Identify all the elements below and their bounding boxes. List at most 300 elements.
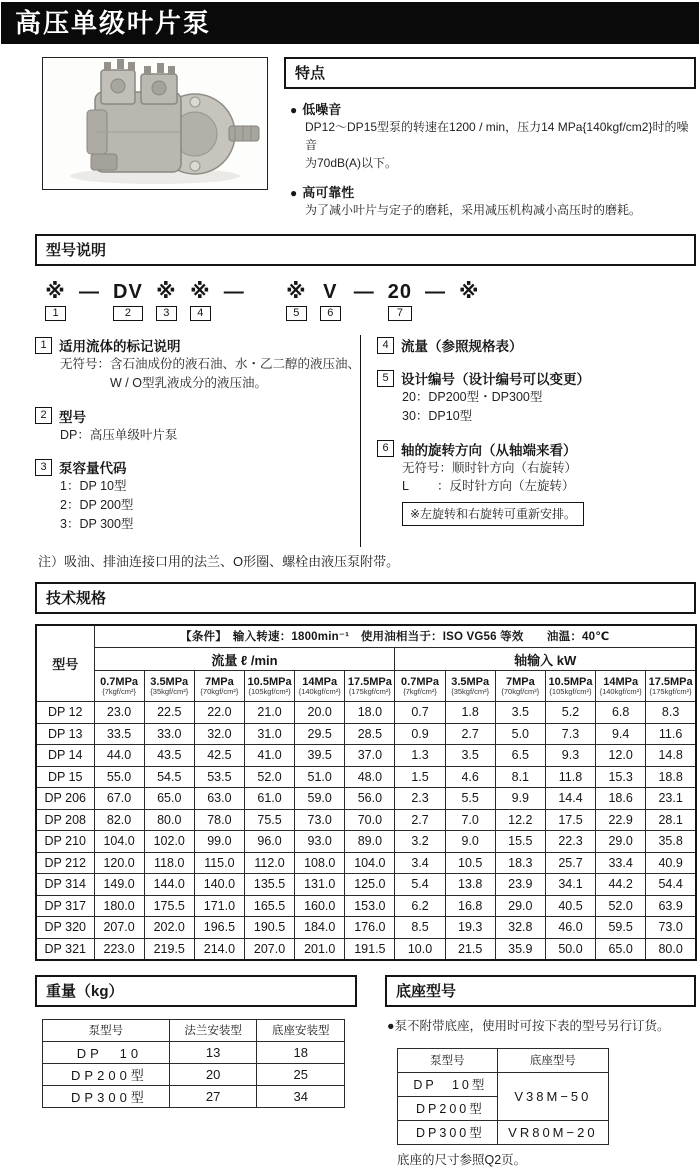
item-line: 3：DP 300型 bbox=[60, 516, 134, 531]
model-cell: DP 12 bbox=[36, 702, 94, 724]
power-value-cell: 17.5 bbox=[545, 809, 595, 831]
flow-value-cell: 70.0 bbox=[345, 809, 395, 831]
power-value-cell: 22.3 bbox=[545, 831, 595, 853]
pressure-header-cell bbox=[194, 671, 244, 702]
desc-item-head bbox=[377, 368, 696, 388]
spec-row bbox=[36, 917, 696, 939]
desc-item bbox=[377, 335, 696, 355]
power-value-cell: 3.5 bbox=[445, 745, 495, 767]
power-value-cell: 13.8 bbox=[445, 874, 495, 896]
power-value-cell: 32.8 bbox=[495, 917, 545, 939]
flow-value-cell: 202.0 bbox=[144, 917, 194, 939]
features-section bbox=[284, 57, 696, 219]
item-line: 无符号：含石油成份的液石油、水・乙二醇的液压油、 bbox=[60, 357, 361, 371]
weight-flange-cell: 27 bbox=[169, 1085, 257, 1107]
model-cell: DP 321 bbox=[36, 938, 94, 960]
power-value-cell: 18.8 bbox=[646, 766, 696, 788]
desc-item-head bbox=[35, 335, 360, 355]
desc-item-head bbox=[377, 335, 696, 355]
flow-value-cell: 39.5 bbox=[295, 745, 345, 767]
power-value-cell: 21.5 bbox=[445, 938, 495, 960]
power-value-cell: 8.5 bbox=[395, 917, 445, 939]
code-token bbox=[156, 281, 177, 321]
flow-value-cell: 176.0 bbox=[345, 917, 395, 939]
weight-base-cell: 25 bbox=[257, 1063, 345, 1085]
power-value-cell: 7.3 bbox=[545, 723, 595, 745]
flow-value-cell: 165.5 bbox=[244, 895, 294, 917]
code-position-box: 1 bbox=[45, 306, 66, 321]
model-cell: DP 14 bbox=[36, 745, 94, 767]
page-title: 高压单级叶片泵 bbox=[15, 8, 212, 38]
pressure-kgf-label: {70kgf/cm²} bbox=[200, 687, 239, 697]
code-token bbox=[190, 281, 211, 321]
power-value-cell: 54.4 bbox=[646, 874, 696, 896]
power-value-cell: 9.9 bbox=[495, 788, 545, 810]
pressure-mpa-label: 3.5MPa bbox=[150, 675, 189, 688]
power-value-cell: 6.5 bbox=[495, 745, 545, 767]
power-value-cell: 40.5 bbox=[545, 895, 595, 917]
desc-item-head bbox=[35, 457, 360, 477]
flow-value-cell: 33.0 bbox=[144, 723, 194, 745]
power-value-cell: 0.7 bbox=[395, 702, 445, 724]
item-title: 型号 bbox=[59, 409, 86, 425]
code-token bbox=[354, 281, 375, 303]
spec-row bbox=[36, 852, 696, 874]
item-title: 设计编号（设计编号可以变更） bbox=[401, 372, 590, 387]
item-line: L ：反时针方向（左旋转） bbox=[402, 479, 575, 494]
feature-title bbox=[290, 99, 696, 118]
code-token bbox=[286, 281, 307, 321]
desc-item bbox=[35, 335, 360, 393]
power-value-cell: 4.6 bbox=[445, 766, 495, 788]
flow-value-cell: 44.0 bbox=[94, 745, 144, 767]
rotation-note-box: ※左旋转和右旋转可重新安排。 bbox=[402, 502, 584, 526]
power-value-cell: 2.7 bbox=[395, 809, 445, 831]
code-symbol: 20 bbox=[387, 281, 413, 303]
power-value-cell: 11.6 bbox=[646, 723, 696, 745]
flow-value-cell: 99.0 bbox=[194, 831, 244, 853]
pressure-header-cell bbox=[345, 671, 395, 702]
flow-value-cell: 51.0 bbox=[295, 766, 345, 788]
base-model-cell: VR80M−20 bbox=[497, 1120, 608, 1144]
power-value-cell: 34.1 bbox=[545, 874, 595, 896]
power-value-cell: 46.0 bbox=[545, 917, 595, 939]
pressure-mpa-label: 0.7MPa bbox=[100, 675, 139, 688]
power-value-cell: 5.0 bbox=[495, 723, 545, 745]
base-heading: 底座型号 bbox=[385, 975, 696, 1007]
weight-column-header: 泵型号 bbox=[43, 1019, 170, 1041]
feature-text: DP12～DP15型泵的转速在1200 / min，压力14 MPa{140kgf/cm2}时的噪音 bbox=[305, 120, 689, 152]
power-value-cell: 44.2 bbox=[596, 874, 646, 896]
power-value-cell: 33.4 bbox=[596, 852, 646, 874]
weight-row bbox=[43, 1041, 345, 1063]
model-section bbox=[35, 234, 696, 321]
power-value-cell: 3.2 bbox=[395, 831, 445, 853]
flow-value-cell: 118.0 bbox=[144, 852, 194, 874]
base-size-note: 底座的尺寸参照Q2页。 bbox=[397, 1152, 527, 1167]
flow-value-cell: 23.0 bbox=[94, 702, 144, 724]
pressure-header-cell bbox=[94, 671, 144, 702]
flow-value-cell: 135.5 bbox=[244, 874, 294, 896]
weight-model-cell: DP 10 bbox=[43, 1041, 170, 1063]
model-section-heading: 型号说明 bbox=[35, 234, 696, 266]
flow-value-cell: 131.0 bbox=[295, 874, 345, 896]
code-token bbox=[459, 281, 479, 303]
power-value-cell: 5.5 bbox=[445, 788, 495, 810]
flow-value-cell: 22.5 bbox=[144, 702, 194, 724]
code-symbol: — bbox=[79, 281, 100, 303]
spec-row bbox=[36, 723, 696, 745]
pressure-kgf-label: {175kgf/cm²} bbox=[649, 687, 692, 697]
power-value-cell: 9.0 bbox=[445, 831, 495, 853]
pressure-kgf-label: {35kgf/cm²} bbox=[451, 687, 490, 697]
power-value-cell: 16.8 bbox=[445, 895, 495, 917]
page-title-bar bbox=[1, 2, 699, 44]
power-value-cell: 3.4 bbox=[395, 852, 445, 874]
flow-value-cell: 53.5 bbox=[194, 766, 244, 788]
model-cell: DP 212 bbox=[36, 852, 94, 874]
feature-title bbox=[290, 182, 696, 201]
power-value-cell: 65.0 bbox=[596, 938, 646, 960]
flow-value-cell: 78.0 bbox=[194, 809, 244, 831]
item-line: 无符号：顺时针方向（右旋转） bbox=[402, 460, 578, 475]
item-number-box: 6 bbox=[377, 440, 394, 457]
spec-row bbox=[36, 938, 696, 960]
item-line: 1：DP 10型 bbox=[60, 479, 127, 494]
specs-section bbox=[35, 582, 696, 961]
item-line: 2：DP 200型 bbox=[60, 498, 134, 512]
desc-item bbox=[377, 368, 696, 426]
conditions-cell: 【条件】 输入转速：1800min⁻¹ 使用油相当于：ISO VG56 等效 油温：40℃ bbox=[94, 625, 696, 648]
flow-value-cell: 82.0 bbox=[94, 809, 144, 831]
flow-value-cell: 59.0 bbox=[295, 788, 345, 810]
flow-value-cell: 190.5 bbox=[244, 917, 294, 939]
flow-value-cell: 207.0 bbox=[244, 938, 294, 960]
specs-header-row-2 bbox=[36, 648, 696, 671]
power-value-cell: 14.4 bbox=[545, 788, 595, 810]
flow-value-cell: 196.5 bbox=[194, 917, 244, 939]
top-section bbox=[42, 57, 696, 219]
model-cell: DP 210 bbox=[36, 831, 94, 853]
power-value-cell: 28.1 bbox=[646, 809, 696, 831]
flow-value-cell: 22.0 bbox=[194, 702, 244, 724]
power-value-cell: 8.1 bbox=[495, 766, 545, 788]
pressure-kgf-label: {7kgf/cm²} bbox=[102, 687, 136, 697]
flow-value-cell: 219.5 bbox=[144, 938, 194, 960]
flow-value-cell: 102.0 bbox=[144, 831, 194, 853]
flow-value-cell: 93.0 bbox=[295, 831, 345, 853]
flow-value-cell: 140.0 bbox=[194, 874, 244, 896]
code-token bbox=[388, 281, 412, 321]
pressure-mpa-label: 17.5MPa bbox=[648, 675, 693, 688]
power-value-cell: 8.3 bbox=[646, 702, 696, 724]
power-value-cell: 23.1 bbox=[646, 788, 696, 810]
item-number-box: 5 bbox=[377, 370, 394, 387]
code-symbol: ※ bbox=[286, 281, 307, 303]
desc-item bbox=[35, 406, 360, 445]
code-position-box: 7 bbox=[388, 306, 412, 321]
feature-title-text: 低噪音 bbox=[302, 102, 342, 117]
flow-value-cell: 54.5 bbox=[144, 766, 194, 788]
bullet-icon: ● bbox=[290, 186, 298, 200]
weight-row bbox=[43, 1085, 345, 1107]
base-pump-model-cell: DP200型 bbox=[398, 1096, 498, 1120]
code-symbol: — bbox=[425, 281, 447, 303]
code-token bbox=[320, 281, 341, 321]
code-token bbox=[113, 281, 143, 321]
power-value-cell: 14.8 bbox=[646, 745, 696, 767]
power-value-cell: 15.5 bbox=[495, 831, 545, 853]
flow-value-cell: 73.0 bbox=[295, 809, 345, 831]
pressure-kgf-label: {105kgf/cm²} bbox=[248, 687, 291, 697]
model-column-header: 型号 bbox=[36, 625, 94, 702]
spec-row bbox=[36, 831, 696, 853]
features-heading: 特点 bbox=[284, 57, 696, 89]
model-cell: DP 320 bbox=[36, 917, 94, 939]
pressure-mpa-label: 10.5MPa bbox=[548, 675, 593, 688]
flow-value-cell: 191.5 bbox=[345, 938, 395, 960]
pressure-header-cell bbox=[395, 671, 445, 702]
flow-value-cell: 153.0 bbox=[345, 895, 395, 917]
item-line: 20：DP200型・DP300型 bbox=[402, 390, 543, 404]
code-token bbox=[45, 281, 66, 321]
model-cell: DP 317 bbox=[36, 895, 94, 917]
flow-value-cell: 56.0 bbox=[345, 788, 395, 810]
desc-item-head bbox=[377, 439, 696, 459]
flow-value-cell: 67.0 bbox=[94, 788, 144, 810]
power-value-cell: 18.3 bbox=[495, 852, 545, 874]
pressure-mpa-label: 7MPa bbox=[505, 675, 535, 688]
pressure-header-cell bbox=[244, 671, 294, 702]
pressure-mpa-label: 7MPa bbox=[205, 675, 234, 688]
weight-flange-cell: 13 bbox=[169, 1041, 257, 1063]
pressure-kgf-label: {140kgf/cm²} bbox=[298, 687, 341, 697]
power-value-cell: 10.0 bbox=[395, 938, 445, 960]
power-value-cell: 12.0 bbox=[596, 745, 646, 767]
spec-row bbox=[36, 874, 696, 896]
item-title: 流量（参照规格表） bbox=[401, 339, 523, 354]
weight-base-cell: 18 bbox=[257, 1041, 345, 1063]
pressure-kgf-label: {35kgf/cm²} bbox=[150, 687, 189, 697]
specs-table bbox=[35, 624, 697, 961]
weight-model-cell: DP300型 bbox=[43, 1085, 170, 1107]
flow-value-cell: 18.0 bbox=[345, 702, 395, 724]
power-value-cell: 6.2 bbox=[395, 895, 445, 917]
feature-text: 为了减小叶片与定子的磨耗，采用减压机构减小高压时的磨耗。 bbox=[305, 203, 642, 217]
item-line: DP：高压单级叶片泵 bbox=[60, 427, 178, 442]
item-title: 适用流体的标记说明 bbox=[59, 339, 181, 354]
weight-heading: 重量（kg） bbox=[35, 975, 357, 1007]
flow-value-cell: 42.5 bbox=[194, 745, 244, 767]
power-value-cell: 7.0 bbox=[445, 809, 495, 831]
spec-row bbox=[36, 766, 696, 788]
flow-value-cell: 175.5 bbox=[144, 895, 194, 917]
code-symbol: DV bbox=[113, 281, 143, 303]
code-position-box: 3 bbox=[156, 306, 177, 321]
pressure-kgf-label: {140kgf/cm²} bbox=[599, 687, 642, 697]
power-value-cell: 80.0 bbox=[646, 938, 696, 960]
power-value-cell: 1.5 bbox=[395, 766, 445, 788]
power-value-cell: 0.9 bbox=[395, 723, 445, 745]
model-cell: DP 15 bbox=[36, 766, 94, 788]
flow-value-cell: 207.0 bbox=[94, 917, 144, 939]
flow-value-cell: 201.0 bbox=[295, 938, 345, 960]
power-value-cell: 5.4 bbox=[395, 874, 445, 896]
flow-value-cell: 20.0 bbox=[295, 702, 345, 724]
base-pump-model-cell: DP 10型 bbox=[398, 1072, 498, 1096]
base-model-cell: V38M−50 bbox=[497, 1072, 608, 1120]
code-symbol: ※ bbox=[459, 281, 480, 303]
code-symbol: ※ bbox=[190, 281, 211, 303]
code-symbol: — bbox=[223, 281, 245, 303]
flow-value-cell: 65.0 bbox=[144, 788, 194, 810]
flow-value-cell: 33.5 bbox=[94, 723, 144, 745]
weight-row bbox=[43, 1063, 345, 1085]
pressure-kgf-label: {70kgf/cm²} bbox=[501, 687, 540, 697]
power-value-cell: 63.9 bbox=[646, 895, 696, 917]
power-value-cell: 12.2 bbox=[495, 809, 545, 831]
code-position-box: 6 bbox=[320, 306, 341, 321]
flow-value-cell: 48.0 bbox=[345, 766, 395, 788]
code-symbol: ※ bbox=[156, 281, 177, 303]
bottom-section bbox=[35, 975, 696, 1168]
code-position-box: 4 bbox=[190, 306, 211, 321]
desc-item bbox=[35, 457, 360, 533]
item-number-box: 4 bbox=[377, 337, 394, 354]
model-desc-left bbox=[35, 335, 360, 547]
flow-value-cell: 108.0 bbox=[295, 852, 345, 874]
flow-value-cell: 80.0 bbox=[144, 809, 194, 831]
weight-model-cell: DP200型 bbox=[43, 1063, 170, 1085]
flow-value-cell: 104.0 bbox=[345, 852, 395, 874]
power-value-cell: 10.5 bbox=[445, 852, 495, 874]
pressure-header-cell bbox=[646, 671, 696, 702]
pressure-kgf-label: {7kgf/cm²} bbox=[403, 687, 437, 697]
item-number-box: 3 bbox=[35, 459, 52, 476]
pressure-mpa-label: 0.7MPa bbox=[401, 675, 439, 688]
item-title: 轴的旋转方向（从轴端来看） bbox=[401, 442, 577, 458]
spec-row bbox=[36, 702, 696, 724]
power-value-cell: 3.5 bbox=[495, 702, 545, 724]
flow-value-cell: 149.0 bbox=[94, 874, 144, 896]
pressure-header-cell bbox=[495, 671, 545, 702]
spec-row bbox=[36, 809, 696, 831]
pressure-mpa-label: 17.5MPa bbox=[347, 675, 392, 688]
features-list bbox=[284, 99, 696, 219]
spec-row bbox=[36, 895, 696, 917]
flow-value-cell: 75.5 bbox=[244, 809, 294, 831]
power-value-cell: 35.8 bbox=[646, 831, 696, 853]
power-value-cell: 29.0 bbox=[495, 895, 545, 917]
flow-value-cell: 96.0 bbox=[244, 831, 294, 853]
code-token bbox=[224, 281, 245, 303]
feature-text: 为70dB(A)以下。 bbox=[305, 156, 398, 170]
flow-value-cell: 29.5 bbox=[295, 723, 345, 745]
base-row bbox=[398, 1072, 609, 1096]
flange-accessories-note: 注）吸油、排油连接口用的法兰、O形圈、螺栓由液压泵附带。 bbox=[38, 553, 400, 569]
power-value-cell: 9.3 bbox=[545, 745, 595, 767]
base-pump-model-cell: DP300型 bbox=[398, 1120, 498, 1144]
feature-title-text: 高可靠性 bbox=[302, 185, 355, 200]
flow-value-cell: 115.0 bbox=[194, 852, 244, 874]
power-value-cell: 25.7 bbox=[545, 852, 595, 874]
bullet-icon: ● bbox=[290, 103, 298, 117]
power-value-cell: 2.3 bbox=[395, 788, 445, 810]
flow-value-cell: 223.0 bbox=[94, 938, 144, 960]
model-cell: DP 314 bbox=[36, 874, 94, 896]
weight-section bbox=[35, 975, 357, 1168]
code-symbol: V bbox=[323, 281, 338, 303]
pressure-header-cell bbox=[545, 671, 595, 702]
item-line: 30：DP10型 bbox=[402, 408, 473, 423]
flow-value-cell: 63.0 bbox=[194, 788, 244, 810]
pump-photo-frame bbox=[42, 57, 268, 190]
flow-value-cell: 32.0 bbox=[194, 723, 244, 745]
pressure-mpa-label: 14MPa bbox=[603, 675, 639, 688]
base-order-note: ●泵不附带底座，使用时可按下表的型号另行订货。 bbox=[387, 1018, 670, 1033]
power-value-cell: 35.9 bbox=[495, 938, 545, 960]
flow-value-cell: 89.0 bbox=[345, 831, 395, 853]
flow-value-cell: 112.0 bbox=[244, 852, 294, 874]
spec-row bbox=[36, 788, 696, 810]
power-value-cell: 52.0 bbox=[596, 895, 646, 917]
power-value-cell: 22.9 bbox=[596, 809, 646, 831]
model-cell: DP 208 bbox=[36, 809, 94, 831]
item-number-box: 2 bbox=[35, 407, 52, 424]
pressure-mpa-label: 14MPa bbox=[302, 675, 338, 688]
code-token bbox=[425, 281, 446, 303]
code-symbol: ※ bbox=[45, 281, 66, 303]
weight-table bbox=[42, 1019, 345, 1108]
flow-value-cell: 41.0 bbox=[244, 745, 294, 767]
item-number-box: 1 bbox=[35, 337, 52, 354]
flow-group-header: 流量 ℓ /min bbox=[94, 648, 395, 671]
code-token bbox=[79, 281, 100, 303]
model-code bbox=[45, 281, 696, 321]
code-symbol: — bbox=[353, 281, 375, 303]
power-value-cell: 2.7 bbox=[445, 723, 495, 745]
base-row bbox=[398, 1120, 609, 1144]
model-cell: DP 13 bbox=[36, 723, 94, 745]
flow-value-cell: 37.0 bbox=[345, 745, 395, 767]
feature-item bbox=[290, 182, 696, 219]
specs-header-row-1 bbox=[36, 625, 696, 648]
pressure-mpa-label: 10.5MPa bbox=[247, 675, 292, 688]
power-value-cell: 23.9 bbox=[495, 874, 545, 896]
flow-value-cell: 180.0 bbox=[94, 895, 144, 917]
power-value-cell: 6.8 bbox=[596, 702, 646, 724]
flow-value-cell: 214.0 bbox=[194, 938, 244, 960]
base-section bbox=[385, 975, 696, 1168]
power-value-cell: 1.8 bbox=[445, 702, 495, 724]
base-column-header: 泵型号 bbox=[398, 1048, 498, 1072]
flow-value-cell: 43.5 bbox=[144, 745, 194, 767]
power-value-cell: 5.2 bbox=[545, 702, 595, 724]
flow-value-cell: 171.0 bbox=[194, 895, 244, 917]
feature-item bbox=[290, 99, 696, 172]
flow-value-cell: 160.0 bbox=[295, 895, 345, 917]
base-table bbox=[397, 1048, 609, 1145]
flow-value-cell: 55.0 bbox=[94, 766, 144, 788]
pressure-header-cell bbox=[295, 671, 345, 702]
power-value-cell: 29.0 bbox=[596, 831, 646, 853]
weight-flange-cell: 20 bbox=[169, 1063, 257, 1085]
pressure-header-cell bbox=[445, 671, 495, 702]
pressure-header-cell bbox=[144, 671, 194, 702]
base-column-header: 底座型号 bbox=[497, 1048, 608, 1072]
weight-header-row bbox=[43, 1019, 345, 1041]
model-cell: DP 206 bbox=[36, 788, 94, 810]
